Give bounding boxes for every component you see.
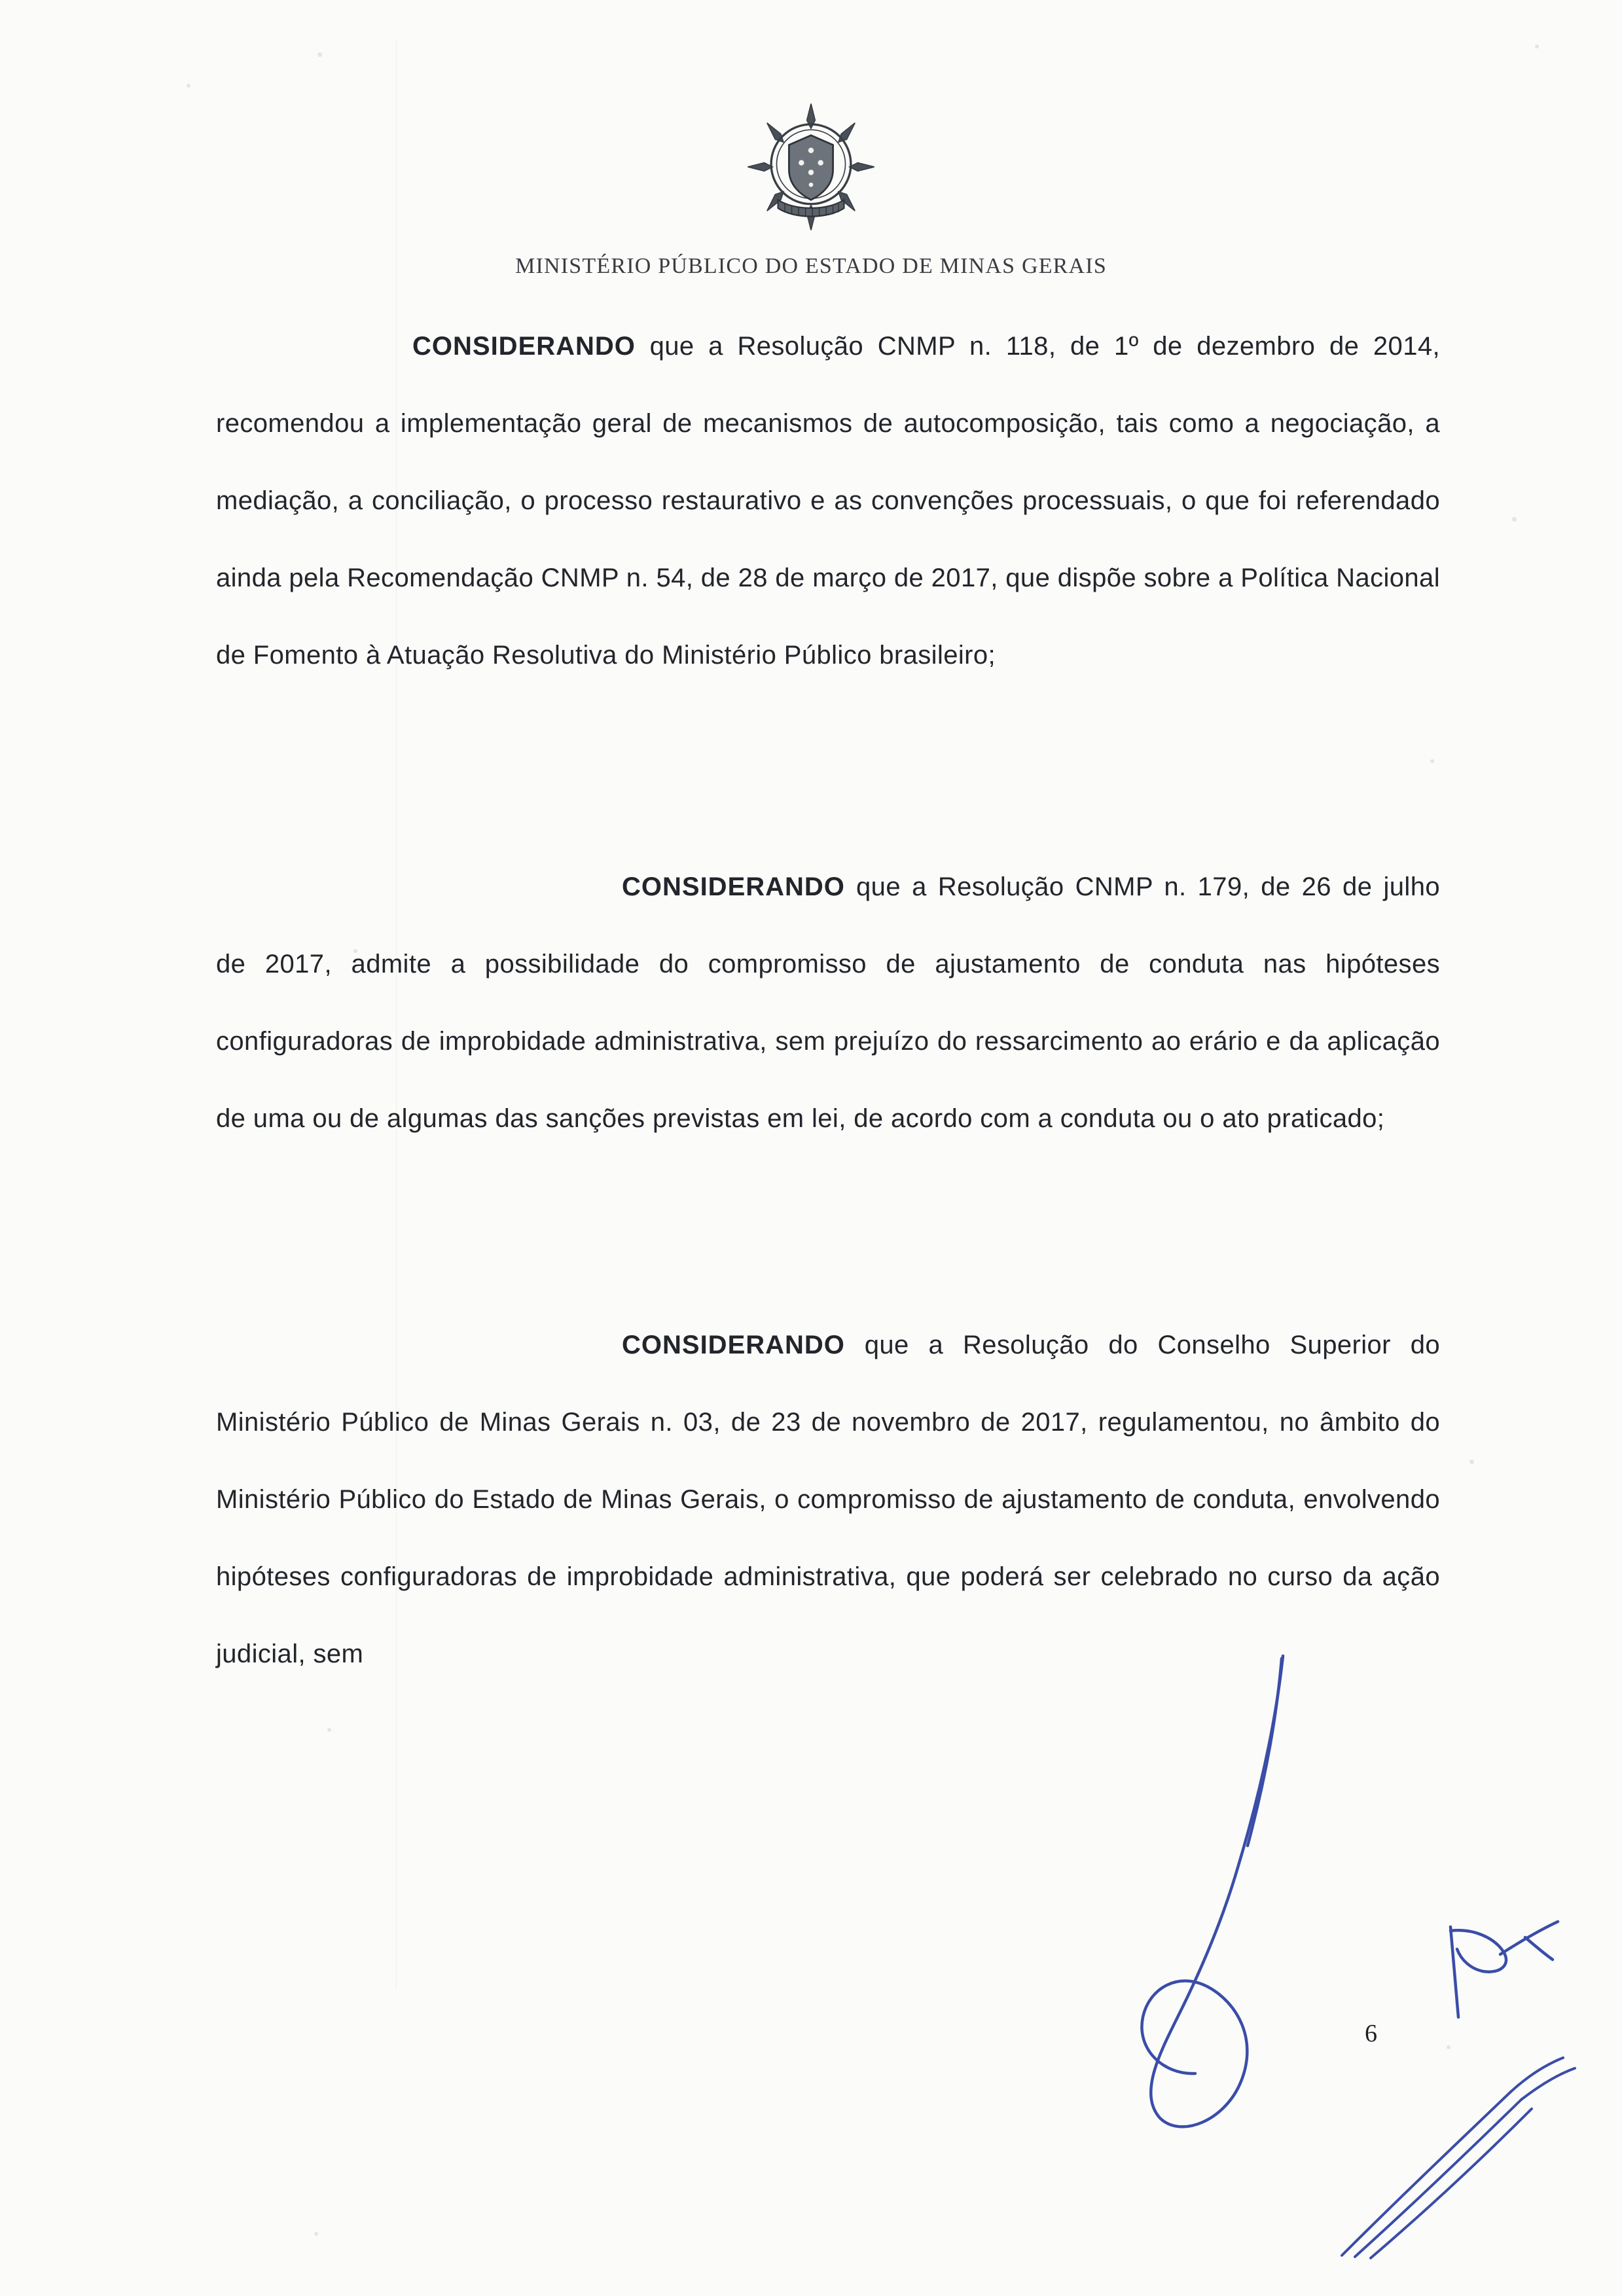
scan-speck xyxy=(187,84,190,88)
handwritten-signature-loop xyxy=(1087,1649,1361,2134)
paragraph-keyword: CONSIDERANDO xyxy=(622,1331,845,1359)
organization-title: MINISTÉRIO PÚBLICO DO ESTADO DE MINAS GERAIS xyxy=(515,254,1107,278)
scan-speck xyxy=(1535,45,1539,48)
scan-speck xyxy=(1447,2045,1451,2049)
paragraph-considerando-csmp-03 xyxy=(216,1306,1440,1693)
document-body xyxy=(216,308,1440,1693)
scan-speck xyxy=(1469,1460,1474,1464)
scan-speck xyxy=(314,2232,318,2236)
scan-speck xyxy=(327,1728,331,1732)
paragraph-keyword: CONSIDERANDO xyxy=(622,872,845,901)
paragraph-spacer xyxy=(216,694,1440,848)
paragraph-keyword: CONSIDERANDO xyxy=(412,332,636,361)
paragraph-considerando-118 xyxy=(216,308,1440,694)
scan-speck xyxy=(317,52,322,57)
coat-of-arms-icon xyxy=(742,98,880,236)
handwritten-initial-mark xyxy=(1427,1911,1577,2029)
document-header xyxy=(0,98,1622,236)
paragraph-text: que a Resolução CNMP n. 118, de 1º de dezembro de 2014, recomendou a implementação geral de mecanismos de autocomposição, tais como a negociação, a mediação, a conciliação, o processo restaurativo e as convenções processuais, o que foi referendado ainda pela Recomendação CNMP n. 54, de 28 de março de 2017, que dispõe sobre a Política Nacional de Fomento à Atuação Resolutiva do Ministério Público brasileiro; xyxy=(216,332,1440,670)
paragraph-considerando-179 xyxy=(216,848,1440,1157)
paragraph-text: que a Resolução do Conselho Superior do Ministério Público de Minas Gerais n. 03, de 23 de novembro de 2017, regulamentou, no âmbito do Ministério Público do Estado de Minas Gerais, o compromisso de ajustamento de conduta, envolvendo hipóteses configuradoras de improbidade administrativa, que poderá ser celebrado no curso da ação judicial, sem xyxy=(216,1331,1440,1668)
paragraph-text: que a Resolução CNMP n. 179, de 26 de julho de 2017, admite a possibilidade do compromisso de ajustamento de conduta nas hipóteses configuradoras de improbidade administrativa, sem prejuízo do ressarcimento ao erário e da aplicação de uma ou de algumas das sanções previstas em lei, de acordo com a conduta ou o ato praticado; xyxy=(216,872,1440,1133)
page-number: 6 xyxy=(1365,2020,1377,2047)
scan-speck xyxy=(1512,517,1517,522)
handwritten-flourish xyxy=(1335,2049,1610,2265)
paragraph-spacer xyxy=(216,1157,1440,1306)
